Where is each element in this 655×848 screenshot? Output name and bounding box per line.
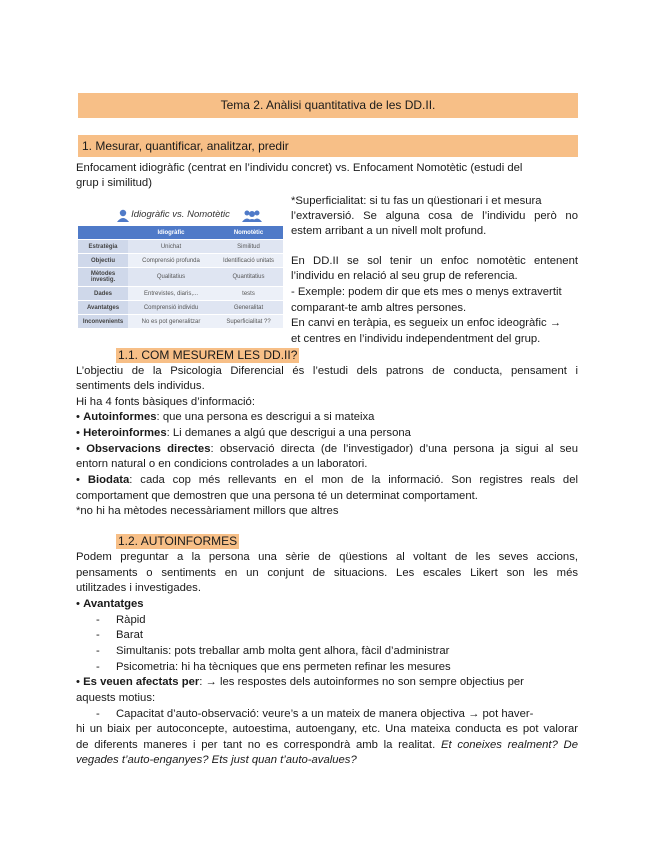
source-item-biodata: • Biodata: cada cop més rellevants en el mon de la informació. Son registres reals del [76,474,579,486]
section-heading-1: 1. Mesurar, quantificar, analitzar, predir [78,135,578,157]
source-item-autoinformes: • Autoinformes: que una persona es descrigui a si mateixa [76,411,375,423]
table-cell: Entrevistes, diaris,... [128,287,214,301]
right-text-line: En DD.II se sol tenir un enfoc nomotètic entenent [291,255,578,267]
table-cell: Superficialitat ?? [214,315,283,329]
table-cell: Inconvenients [78,315,128,329]
right-text-line: l’individu en relació al seu grup de referencia. [291,270,518,282]
advantage-item: - Simultanis: pots treballar amb molta gent alhora, fàcil d’administrar [96,645,450,657]
table-cell: Objectiu [78,254,128,268]
table-cell: tests [214,287,283,301]
paragraph-line: aquests motius: [76,692,156,704]
affected-item: - Capacitat d’auto-observació: veure’s a un mateix de manera objectiva → pot haver- [96,708,534,720]
table-cell: Comprensió individu [128,301,214,315]
table-cell: Generalitat [214,301,283,315]
paragraph-line: utilitzades i investigades. [76,582,201,594]
table-cell: Estratègia [78,240,128,254]
table-cell: Mètodes investig. [78,268,128,287]
paragraph-line: hi un biaix per autoconcepte, autoestima, autoengany, etc. Una mateixa conducta es pot valorar [76,723,578,735]
right-text-line: En canvi en teràpia, es segueix un enfoc ideogràfic → [291,317,562,329]
table-cell: Comprensió profunda [128,254,214,268]
idiographic-nomothetic-table [78,206,283,334]
table-cell: Similitud [214,240,283,254]
paragraph-line: sentiments dels individus. [76,380,205,392]
table-header-idiographic: Idiogràfic [128,226,214,240]
subheading-1-2: 1.2. AUTOINFORMES [118,534,238,548]
source-item-heteroinformes: • Heteroinformes: Li demanes a algú que descrigui a una persona [76,427,411,439]
table-cell: Dades [78,287,128,301]
paragraph-line: Hi ha 4 fonts bàsiques d’informació: [76,396,255,408]
table-header-nomothetic: Nomotètic [214,226,283,240]
right-text-line: estem arribant a un nivell molt profund. [291,225,487,237]
advantage-item: - Ràpid [96,614,146,626]
right-text-line: et centres en l’individu independentment del grup. [291,333,541,345]
intro-line-2: grup i similitud) [76,177,152,189]
intro-line-1: Enfocament idiogràfic (centrat en l’individu concret) vs. Enfocament Nomotètic (estudi del [76,162,523,174]
paragraph-line: entorn natural o en condicions controlades a un laboratori. [76,458,368,470]
table-title: Idiogràfic vs. Nomotètic [131,209,230,220]
table-cell: Unichat [128,240,214,254]
affected-heading: • Es veuen afectats per: → les respostes dels autoinformes no son sempre objectius per [76,676,524,688]
right-text-line: l’extraversió. Se alguna cosa de l’individu però no [291,210,578,222]
right-text-line: - Exemple: podem dir que ets mes o menys extravertit [291,286,562,298]
advantage-item: - Psicometria: hi ha tècniques que ens permeten refinar les mesures [96,661,451,673]
paragraph-line: de diferents maneres i per tant no es correspondrà amb la realitat. Et coneixes realment? De [76,739,579,751]
advantage-item: - Barat [96,629,144,641]
paragraph-line: *no hi ha mètodes necessàriament millors que altres [76,505,339,517]
table-cell: Quantitatius [214,268,283,287]
paragraph-line: L’objectiu de la Psicologia Diferencial és l’estudi dels patrons de conducta, pensament i [76,365,578,377]
subheading-1-1: 1.1. COM MESUREM LES DD.II? [118,348,298,362]
source-item-observacions: • Observacions directes: observació directa (de l’investigador) d’una persona ja sigui al seu [76,443,578,455]
advantages-heading: • Avantatges [76,598,144,610]
table-cell: Qualitatius [128,268,214,287]
table-cell: No es pot generalitzar [128,315,214,329]
table-cell: Avantatges [78,301,128,315]
page-title: Tema 2. Anàlisi quantitativa de les DD.II. [78,93,578,118]
paragraph-line: vegades t’auto-enganyes? Ets just quan t’auto-avalues? [76,754,357,766]
table-header-empty [78,226,128,240]
paragraph-line: comportament que demostren que una persona té un determinat comportament. [76,490,478,502]
right-text-line: *Superficialitat: si tu fas un qüestionari i et mesura [291,195,542,207]
group-icon [242,209,262,222]
table-cell: Identificació unitats [214,254,283,268]
right-text-line: comparant-te amb altres persones. [291,302,467,314]
paragraph-line: pensaments o sentiments en un conjunt de situacions. Les escales Likert son les més [76,567,578,579]
paragraph-line: Podem preguntar a la persona una sèrie de qüestions al voltant de les seves accions, [76,551,578,563]
